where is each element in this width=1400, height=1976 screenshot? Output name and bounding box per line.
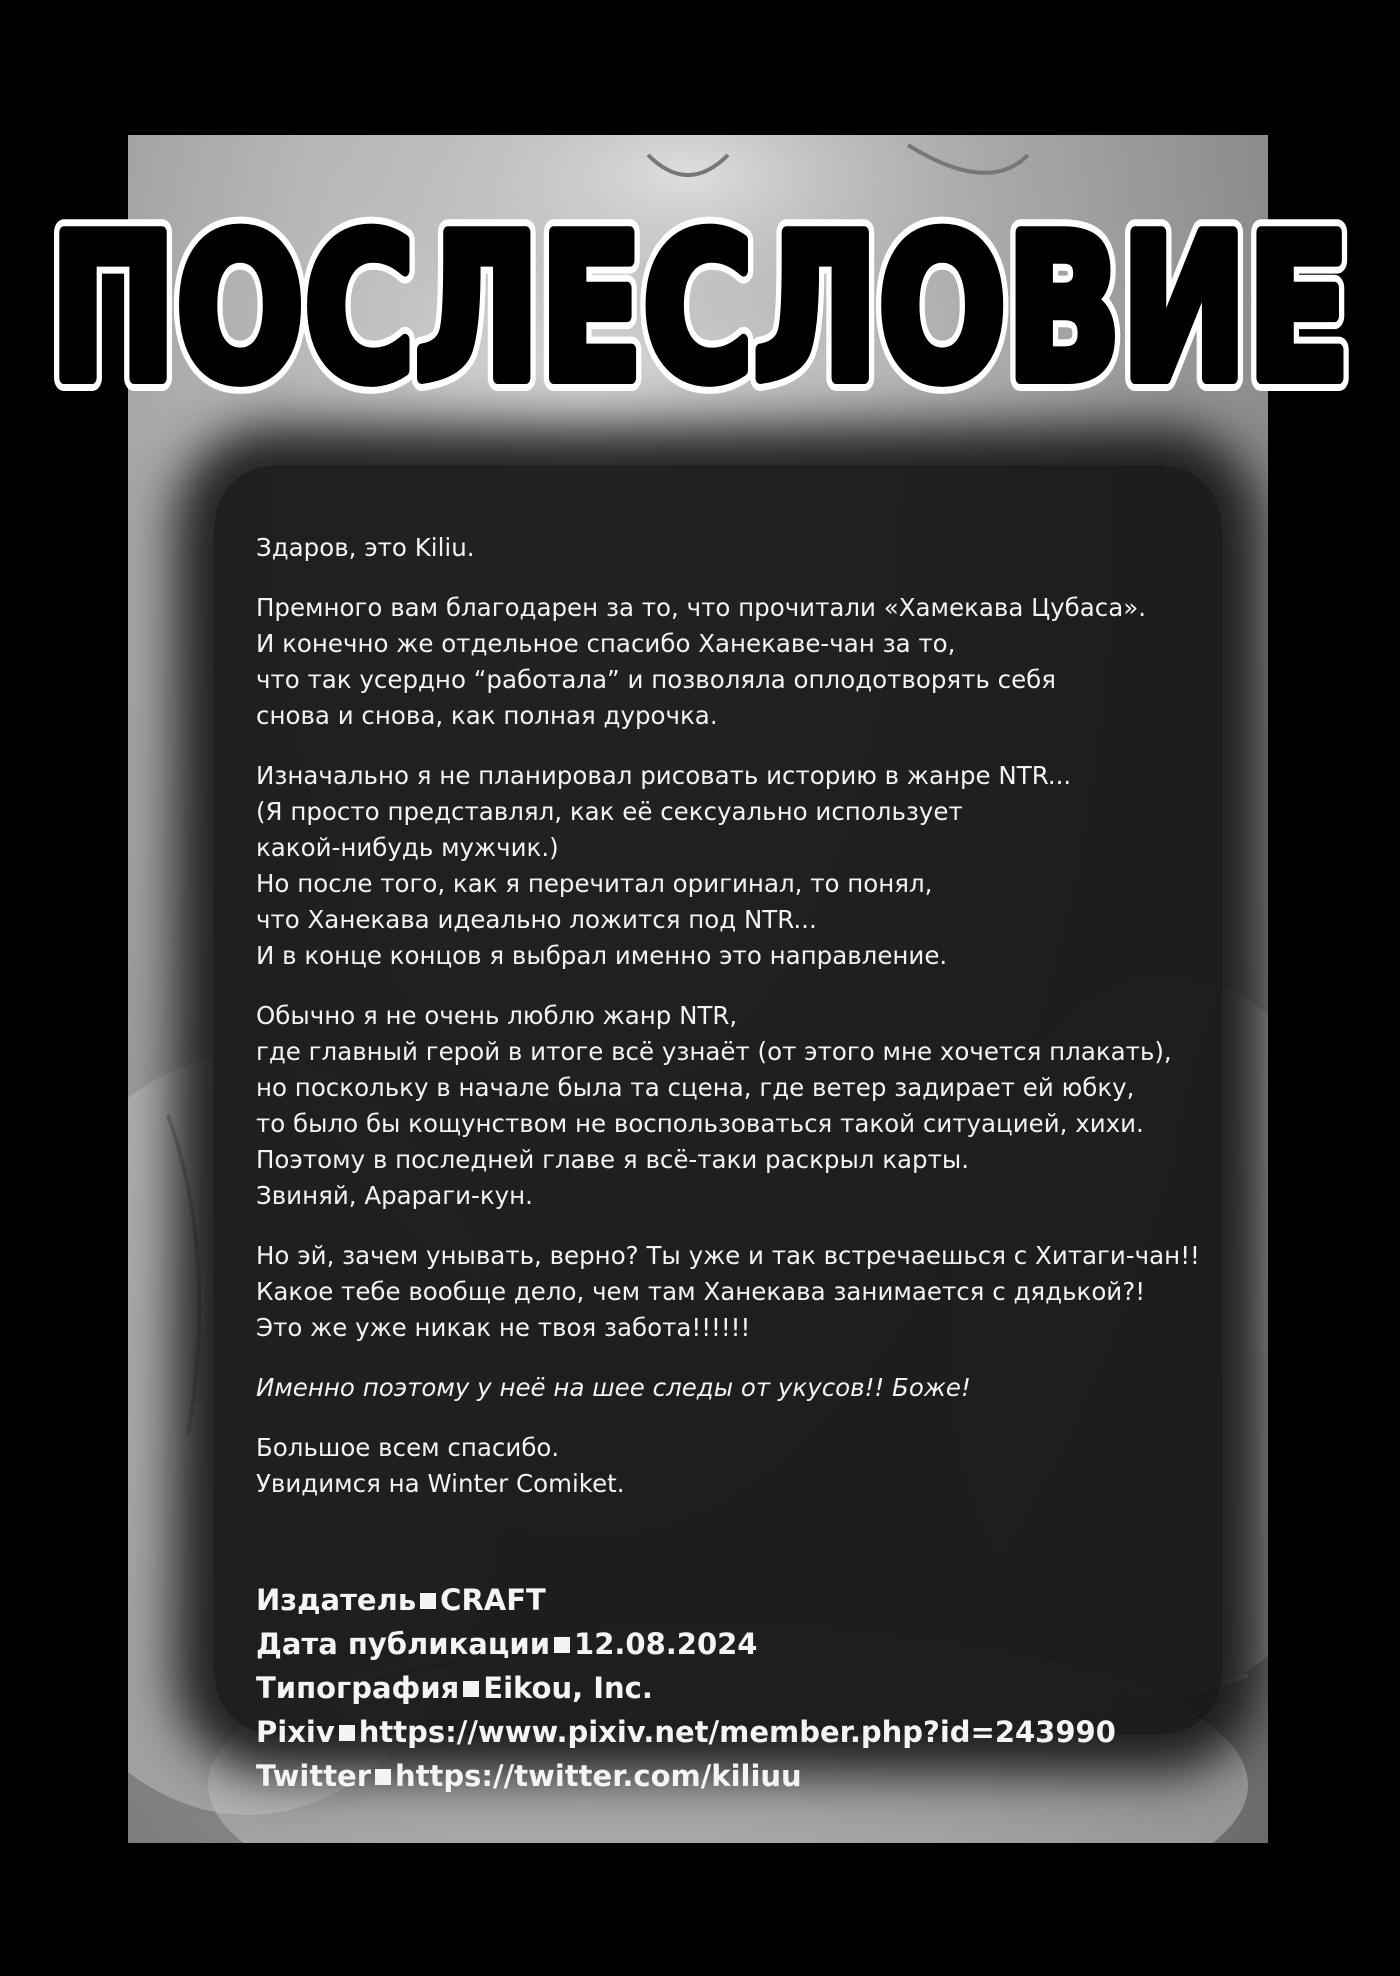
credit-value: https://www.pixiv.net/member.php?id=243990 bbox=[358, 1715, 1116, 1749]
credit-label: Twitter bbox=[256, 1759, 372, 1793]
text-line: И конечно же отдельное спасибо Ханекаве-чан за то, bbox=[256, 629, 956, 658]
text-line: Изначально я не планировал рисовать историю в жанре NTR... bbox=[256, 761, 1072, 790]
text-line: (Я просто представлял, как её сексуально использует bbox=[256, 797, 963, 826]
text-line: где главный герой в итоге всё узнаёт (от этого мне хочется плакать), bbox=[256, 1037, 1172, 1066]
text-line: то было бы кощунством не воспользоваться такой ситуацией, хихи. bbox=[256, 1109, 1144, 1138]
square-separator-icon bbox=[554, 1637, 570, 1653]
afterword-text bbox=[256, 530, 1200, 1526]
text-line: Какое тебе вообще дело, чем там Ханекава занимается с дядькой?! bbox=[256, 1277, 1146, 1306]
text-line: Но после того, как я перечитал оригинал, то понял, bbox=[256, 869, 933, 898]
text-line: Премного вам благодарен за то, что прочитали «Хамекава Цубаса». bbox=[256, 593, 1147, 622]
credit-row bbox=[256, 1578, 1256, 1622]
page-title-text: ПОСЛЕСЛОВИЕ bbox=[50, 193, 1350, 426]
credit-label: Издатель bbox=[256, 1583, 417, 1617]
credit-row bbox=[256, 1622, 1256, 1666]
text-line: что так усердно “работала” и позволяла оплодотворять себя bbox=[256, 665, 1057, 694]
square-separator-icon bbox=[463, 1681, 479, 1697]
credit-label: Pixiv bbox=[256, 1715, 335, 1749]
text-line: Здаров, это Kiliu. bbox=[256, 533, 475, 562]
text-line: Увидимся на Winter Comiket. bbox=[256, 1469, 625, 1498]
credit-value: CRAFT bbox=[440, 1583, 546, 1617]
text-line: Большое всем спасибо. bbox=[256, 1433, 560, 1462]
text-line: Обычно я не очень люблю жанр NTR, bbox=[256, 1001, 738, 1030]
paragraph bbox=[256, 758, 1196, 974]
text-line: Это же уже никак не твоя забота!!!!!! bbox=[256, 1313, 751, 1342]
square-separator-icon bbox=[420, 1593, 436, 1609]
square-separator-icon bbox=[339, 1725, 355, 1741]
page-title-outline: ПОСЛЕСЛОВИЕ bbox=[50, 193, 1350, 426]
credit-row bbox=[256, 1754, 1256, 1798]
paragraph bbox=[256, 1370, 1196, 1406]
credit-row bbox=[256, 1710, 1256, 1754]
paragraph bbox=[256, 530, 1196, 566]
text-line: И в конце концов я выбрал именно это направление. bbox=[256, 941, 948, 970]
text-line: какой-нибудь мужчик.) bbox=[256, 833, 559, 862]
text-line: снова и снова, как полная дурочка. bbox=[256, 701, 718, 730]
publication-credits bbox=[256, 1578, 1256, 1798]
square-separator-icon bbox=[375, 1769, 391, 1785]
paragraph bbox=[256, 998, 1196, 1214]
text-line: что Ханекава идеально ложится под NTR... bbox=[256, 905, 817, 934]
paragraph bbox=[256, 1430, 1196, 1502]
credit-row bbox=[256, 1666, 1256, 1710]
text-line: Именно поэтому у неё на шее следы от укусов!! Боже! bbox=[256, 1373, 971, 1402]
credit-value: Eikou, Inc. bbox=[483, 1671, 653, 1705]
paragraph bbox=[256, 590, 1196, 734]
text-line: Но эй, зачем унывать, верно? Ты уже и так встречаешься с Хитаги-чан!! bbox=[256, 1241, 1200, 1270]
text-line: Поэтому в последней главе я всё-таки раскрыл карты. bbox=[256, 1145, 970, 1174]
text-line: но поскольку в начале была та сцена, где ветер задирает ей юбку, bbox=[256, 1073, 1135, 1102]
text-line: Звиняй, Арараги-кун. bbox=[256, 1181, 533, 1210]
credit-value: 12.08.2024 bbox=[574, 1627, 758, 1661]
credit-value: https://twitter.com/kiliuu bbox=[395, 1759, 802, 1793]
credit-label: Дата публикации bbox=[256, 1627, 551, 1661]
credit-label: Типография bbox=[256, 1671, 460, 1705]
page-title bbox=[0, 190, 1400, 430]
paragraph bbox=[256, 1238, 1200, 1346]
